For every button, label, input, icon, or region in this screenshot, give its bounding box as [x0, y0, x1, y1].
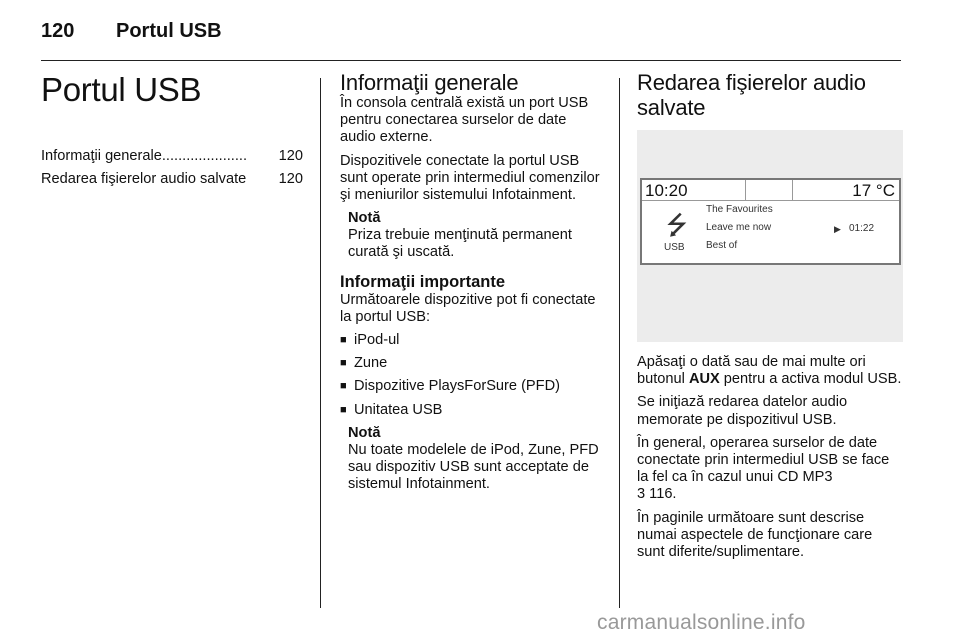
toc-dots: .....................: [161, 148, 248, 164]
list-item: ■ Dispozitive PlaysForSure (PFD): [340, 378, 560, 395]
track-time: 01:22: [849, 223, 875, 234]
header-divider: [41, 60, 901, 61]
toc-entry-label: Redarea fişierelor audio salvate: [41, 171, 247, 187]
paragraph: Se iniţiază redarea datelor audio memorate pe dispozitivul USB.: [637, 394, 848, 428]
clock: 10:20: [645, 181, 688, 200]
section-heading-important: Informaţii importante: [340, 272, 506, 291]
track-item: The Favourites: [706, 204, 773, 215]
track-item: Best of: [706, 240, 738, 251]
note-title: Notă: [348, 210, 381, 227]
paragraph: Următoarele dispozitive pot fi conectate la portul USB:: [340, 291, 596, 325]
display-status-bar: [642, 180, 899, 201]
watermark: carmanualsonline.info: [597, 611, 806, 634]
page-number: 120: [41, 20, 75, 42]
column-divider-1: [320, 78, 321, 608]
temperature: 17 °C: [852, 181, 895, 200]
usb-icon: ⭍: [666, 210, 688, 240]
column-playback: [637, 70, 903, 567]
paragraph: În general, operarea surselor de date conectate prin intermediul USB se face la fel ca în cazul unui CD MP3 3 116.: [637, 434, 890, 503]
note-title: Notă: [348, 424, 381, 441]
note-text: Nu toate modelele de iPod, Zune, PFD sau dispozitiv USB sunt acceptate de sistemul Infotainment.: [348, 441, 599, 493]
column-general-info: [340, 70, 602, 499]
note-box: [348, 210, 602, 261]
usb-label: USB: [664, 242, 685, 253]
column-divider-2: [619, 78, 620, 608]
paragraph: Dispozitivele conectate la portul USB sunt operate prin intermediul comenzilor şi meniurilor sistemului Infotainment.: [340, 152, 600, 204]
toc-entry[interactable]: [41, 171, 303, 188]
toc-entry-label: Informaţii generale: [41, 148, 162, 164]
toc-entry[interactable]: [41, 148, 303, 165]
play-icon: ▶: [834, 224, 841, 234]
note-text: Priza trebuie menţinută permanent curată şi uscată.: [348, 227, 572, 261]
header-title: Portul USB: [116, 20, 222, 42]
section-heading-general: Informaţii generale: [340, 70, 519, 95]
paragraph: În paginile următoare sunt descrise numai aspectele de funcţionare care sunt diferite/suplimentare.: [637, 509, 873, 561]
table-of-contents: [41, 148, 303, 188]
aux-button-label: AUX: [688, 371, 720, 388]
paragraph: Apăsaţi o dată sau de mai multe ori butonul AUX pentru a activa modul USB.: [637, 354, 902, 388]
toc-dots: [246, 171, 278, 188]
track-item: Leave me now: [706, 222, 772, 233]
infotainment-display: [640, 178, 901, 265]
column-toc: [41, 70, 303, 194]
display-illustration: [637, 130, 903, 342]
bullet-icon: ■: [340, 403, 347, 416]
page-reference[interactable]: 3 116.: [637, 486, 677, 503]
chapter-title: Portul USB: [41, 71, 202, 108]
device-list: [340, 332, 602, 419]
list-item: ■ Zune: [340, 355, 388, 372]
list-item: ■ Unitatea USB: [340, 401, 443, 418]
paragraph: În consola centrală există un port USB pentru conectarea surselor de date audio externe.: [340, 95, 589, 146]
note-box: [348, 425, 602, 494]
section-heading-playback: Redarea fişierelor audio salvate: [637, 70, 866, 120]
page-header: [41, 20, 222, 43]
bullet-icon: ■: [340, 380, 347, 393]
toc-entry-page: 120: [278, 148, 303, 164]
toc-entry-page: 120: [278, 171, 303, 187]
bullet-icon: ■: [340, 357, 347, 370]
bullet-icon: ■: [340, 334, 347, 347]
list-item: ■ iPod-ul: [340, 332, 400, 349]
